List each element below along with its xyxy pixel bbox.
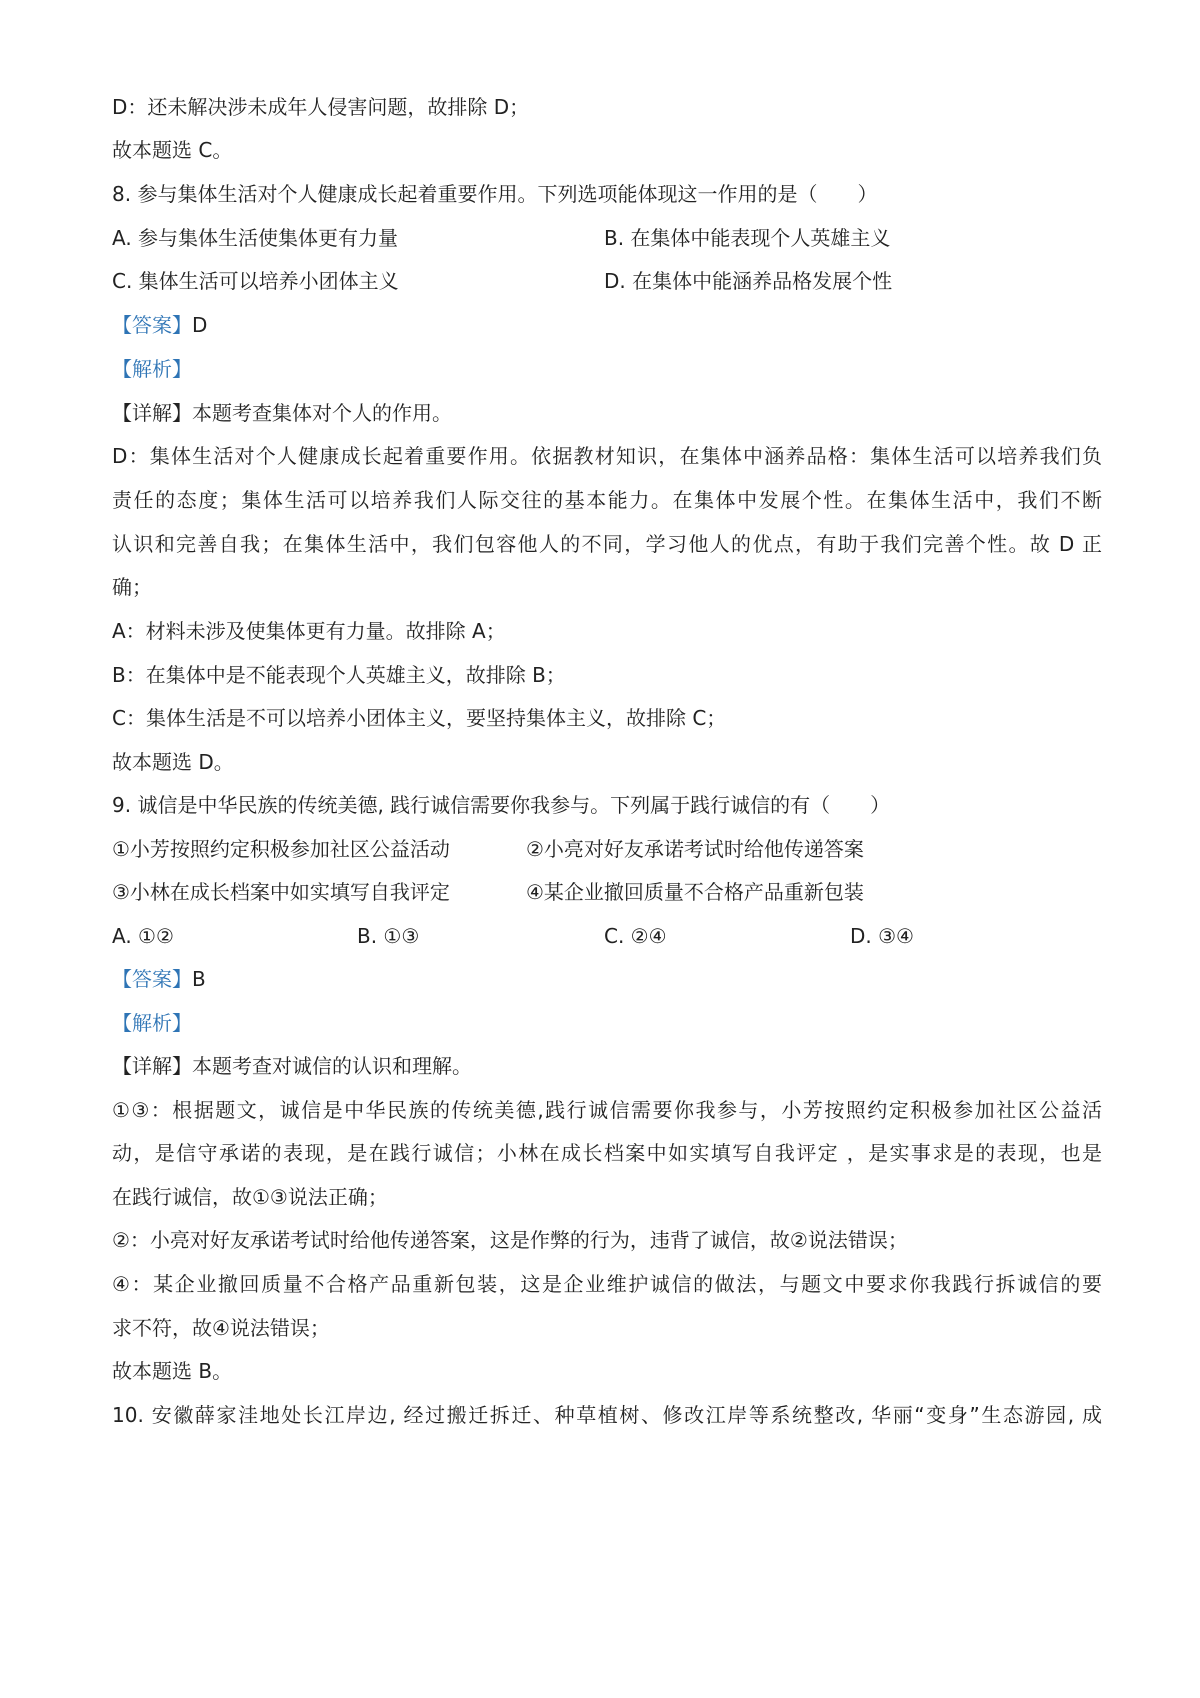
q9-conclusion: 故本题选 B。 xyxy=(112,1359,233,1383)
q8-answer-tag: 【答案】 xyxy=(112,313,192,337)
q9-stem: 9. 诚信是中华民族的传统美德, 践行诚信需要你我参与。下列属于践行诚信的有（ ） xyxy=(112,793,891,817)
q8-answer-value: D xyxy=(192,313,208,337)
q9-detail: 【详解】本题考查对诚信的认识和理解。 xyxy=(112,1054,472,1078)
q9-answer-value: B xyxy=(192,967,206,991)
q9-statement-4: ④某企业撤回质量不合格产品重新包装 xyxy=(526,880,864,904)
q8-answer-line xyxy=(112,312,1102,338)
q8-conclusion: 故本题选 D。 xyxy=(112,750,234,774)
q9-statement-2: ②小亮对好友承诺考试时给他传递答案 xyxy=(526,837,864,861)
q10-stem: 10. 安徽薛家洼地处长江岸边, 经过搬迁拆迁、种草植树、修改江岸等系统整改, 华丽“变身”生态游园, 成 xyxy=(112,1403,1102,1427)
q8-option-a: A. 参与集体生活使集体更有力量 xyxy=(112,226,399,250)
q9-explain-statement-4-line-2: 求不符，故④说法错误； xyxy=(112,1316,330,1340)
q9-statement-1: ①小芳按照约定积极参加社区公益活动 xyxy=(112,837,450,861)
q9-explain-statement-2: ②：小亮对好友承诺考试时给他传递答案，这是作弊的行为，违背了诚信，故②说法错误； xyxy=(112,1228,908,1252)
q8-explain-line-3: 认识和完善自我；在集体生活中，我们包容他人的不同，学习他人的优点，有助于我们完善个性。故 D 正 xyxy=(112,532,1102,556)
q9-option-b: B. ①③ xyxy=(357,924,420,948)
q9-explain-line-2: 动，是信守承诺的表现，是在践行诚信；小林在成长档案中如实填写自我评定 ，是实事求是的表现，也是 xyxy=(112,1141,1102,1165)
q7-option-d-analysis: D：还未解决涉未成年人侵害问题，故排除 D； xyxy=(112,95,530,119)
q7-conclusion: 故本题选 C。 xyxy=(112,138,233,162)
q8-exclude-a: A：材料未涉及使集体更有力量。故排除 A； xyxy=(112,619,506,643)
q9-option-a: A. ①② xyxy=(112,924,174,948)
q9-explain-line-3: 在践行诚信，故①③说法正确； xyxy=(112,1185,388,1209)
q9-analysis-tag: 【解析】 xyxy=(112,1011,192,1035)
q9-explain-line-1: ①③：根据题文，诚信是中华民族的传统美德,践行诚信需要你我参与，小芳按照约定积极参加社区公益活 xyxy=(112,1098,1102,1122)
q9-option-d: D. ③④ xyxy=(850,924,914,948)
q8-detail: 【详解】本题考查集体对个人的作用。 xyxy=(112,401,452,425)
q8-exclude-c: C：集体生活是不可以培养小团体主义，要坚持集体主义，故排除 C； xyxy=(112,706,727,730)
q8-analysis-tag: 【解析】 xyxy=(112,357,192,381)
q8-option-c: C. 集体生活可以培养小团体主义 xyxy=(112,269,399,293)
q9-statement-3: ③小林在成长档案中如实填写自我评定 xyxy=(112,880,450,904)
q8-explain-line-2: 责任的态度；集体生活可以培养我们人际交往的基本能力。在集体中发展个性。在集体生活中，我们不断 xyxy=(112,488,1102,512)
q9-answer-tag: 【答案】 xyxy=(112,967,192,991)
q9-explain-statement-4-line-1: ④：某企业撤回质量不合格产品重新包装，这是企业维护诚信的做法，与题文中要求你我践行拆诚信的要 xyxy=(112,1272,1102,1296)
q9-answer-line xyxy=(112,966,1102,992)
q8-option-b: B. 在集体中能表现个人英雄主义 xyxy=(604,226,891,250)
q8-exclude-b: B：在集体中是不能表现个人英雄主义，故排除 B； xyxy=(112,663,566,687)
q9-option-c: C. ②④ xyxy=(604,924,667,948)
q8-explain-line-1: D：集体生活对个人健康成长起着重要作用。依据教材知识，在集体中涵养品格：集体生活可以培养我们负 xyxy=(112,444,1102,468)
q8-explain-line-4: 确； xyxy=(112,575,152,599)
q8-stem: 8. 参与集体生活对个人健康成长起着重要作用。下列选项能体现这一作用的是（ ） xyxy=(112,182,878,206)
q8-option-d: D. 在集体中能涵养品格发展个性 xyxy=(604,269,893,293)
